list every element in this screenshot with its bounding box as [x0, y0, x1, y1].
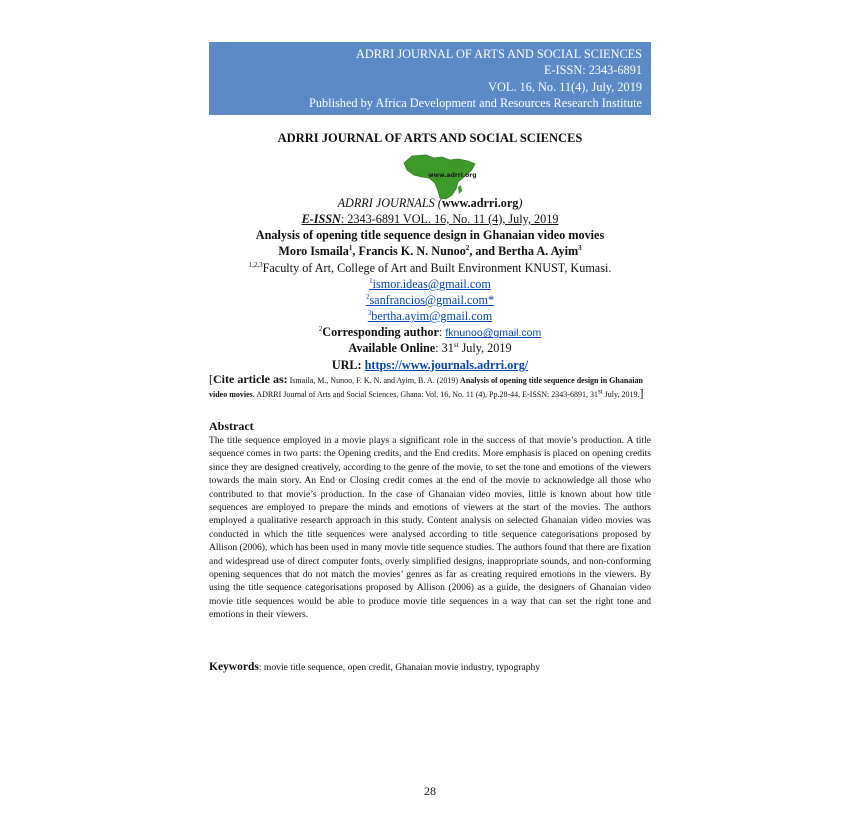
journals-line: ADRRI JOURNALS (www.adrri.org): [337, 196, 523, 210]
logo-url-text: www.adrri.org: [428, 172, 477, 179]
email-3[interactable]: $^3$bertha.ayim@gmail.com: [367, 308, 493, 323]
article-title: Analysis of opening title sequence design in Ghanaian video movies: [255, 228, 605, 242]
abstract-body: The title sequence employed in a movie plays a significant role in the success of that movie’s production. A title sequence comes in two parts: the Opening credits, and the End credits. More emphasis is placed on opening credits since they are designed creatively, according to the genre of the movie, to set the tone and emotions of the viewers towards the main story. An End or Closing credit comes at the end of the movie to acknowledge all those who contributed to that movie’s production. In the case of Ghanaian video movies, little is known about how title sequences are employed to prepare the minds and emotions of viewers at the start of the movies. The authors employed a qualitative research approach in this study. Content analysis on selected Ghanaian video movies was conducted in which the title sequences were analysed according to title sequence categorisations proposed by Allison (2006), which has been used in many movie title sequence studies. The authors found that there are fixation and widespread use of direct computer fonts, overly simplified designs, inappropriate sounds, and non-conforming opening sequences that do not match the movies’ genres as far as creating required emotions in the viewers. By using the title sequence categorisations proposed by Allison (2006) as a guide, the designers of Ghanaian video movie title sequences would be able to produce movie title sequences in a way that can set the right tone and emotions in their viewers.: [209, 435, 651, 621]
authors-line: Moro Ismaila$^1$, Francis K. N. Nunoo$^2$, and Bertha A. Ayim$^3$: [278, 243, 582, 258]
affiliation-line: $^{1,2,3}$Faculty of Art, College of Art and Built Environment KNUST, Kumasi.: [248, 260, 612, 275]
banner-volume: VOL. 16, No. 11(4), July, 2019: [488, 79, 642, 94]
banner-publisher: Published by Africa Development and Resources Research Institute: [309, 95, 642, 110]
journal-title: ADRRI JOURNAL OF ARTS AND SOCIAL SCIENCES: [277, 131, 583, 145]
email-2[interactable]: $^2$sanfrancios@gmail.com*: [365, 292, 495, 307]
keywords-line: Keywords: movie title sequence, open credit, Ghanaian movie industry, typography: [209, 661, 541, 673]
available-online-line: Available Online: 31st July, 2019: [348, 340, 512, 355]
eissn-line: E-ISSN: 2343-6891 VOL. 16, No. 11 (4), July, 2019: [301, 212, 559, 226]
adrri-africa-logo: [398, 151, 478, 201]
cite-article: [Cite article as: Ismaila, M., Nunoo, F. K. N. and Ayim, B. A. (2019) Analysis of opening title sequence design in Ghanaian video movies. ADRRI Journal of Arts and Social Sciences, Ghana: Vol. 16, No. 11 (4), Pp.28-44, E-ISSN: 2343-6891, 31st July, 2019.]: [209, 372, 644, 401]
corresponding-author-line: $^2$Corresponding author: fknunoo@gmail.com: [318, 324, 542, 339]
journals-url[interactable]: www.adrri.org: [441, 196, 519, 210]
abstract-heading: Abstract: [209, 419, 254, 433]
banner-journal-name: ADRRI JOURNAL OF ARTS AND SOCIAL SCIENCES: [356, 47, 642, 61]
page-number: 28: [424, 784, 436, 798]
email-1[interactable]: $^1$ismor.ideas@gmail.com: [369, 276, 491, 291]
banner-eissn: E-ISSN: 2343-6891: [543, 63, 642, 78]
journal-banner: [209, 42, 651, 115]
url-line: URL: https://www.journals.adrri.org/: [331, 358, 529, 372]
corresponding-email-link[interactable]: fknunoo@gmail.com: [445, 327, 542, 339]
journal-url-link[interactable]: https://www.journals.adrri.org/: [364, 358, 529, 372]
